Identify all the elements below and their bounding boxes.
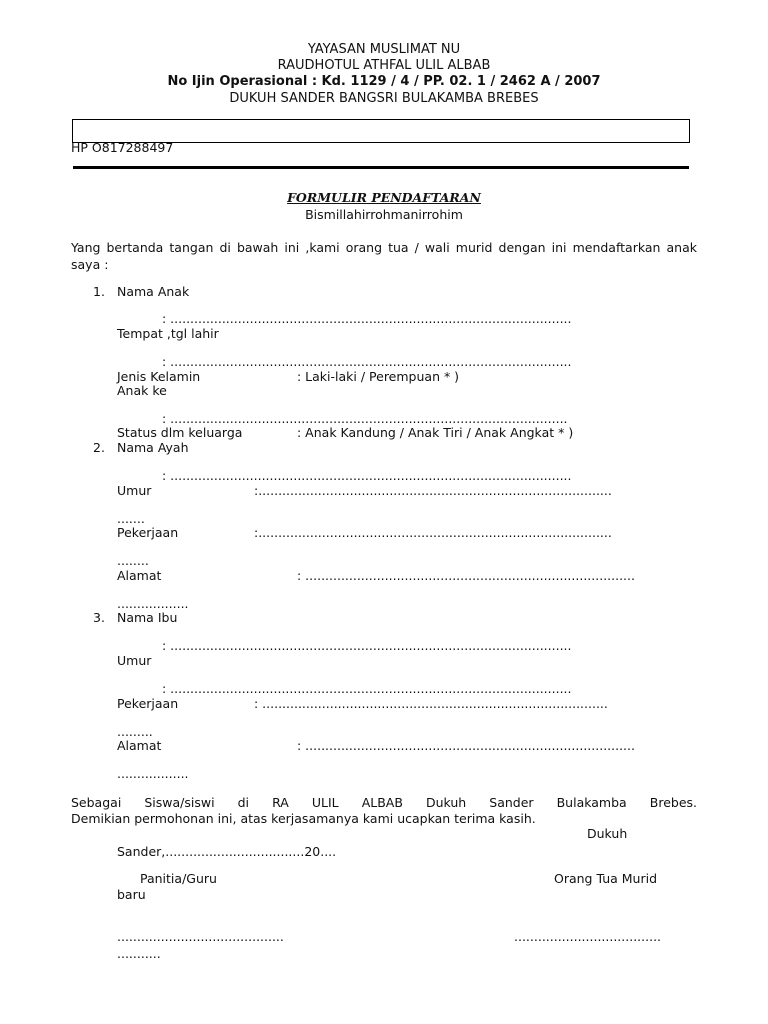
signature-left-line[interactable]: .......................................... — [117, 929, 284, 944]
header-divider — [73, 166, 689, 169]
alamat-ayah-field-cont: .................. — [117, 596, 189, 611]
basmalah: Bismillahirrohmanirrohim — [305, 207, 463, 222]
place-date-line: Sander,...................................20.... — [117, 844, 337, 859]
umur-ayah-field[interactable]: :......................................................................................... — [254, 483, 612, 498]
letterhead-line-3: No Ijin Operasional : Kd. 1129 / 4 / PP. 02. 1 / 2462 A / 2007 — [167, 74, 601, 89]
letterhead-line-1: YAYASAN MUSLIMAT NU — [307, 42, 461, 57]
tempat-lahir-field[interactable]: : ..................................................................................................... — [162, 354, 572, 369]
status-keluarga-options[interactable]: : Anak Kandung / Anak Tiri / Anak Angkat * ) — [297, 425, 574, 440]
signature-right-line-cont: ........... — [117, 946, 161, 961]
umur-ayah-field-cont: ....... — [117, 511, 145, 526]
nama-ayah-field[interactable]: : ..................................................................................................... — [162, 468, 572, 483]
pekerjaan-ibu-field[interactable]: : ....................................................................................... — [254, 696, 608, 711]
alamat-ibu-label: Alamat — [117, 738, 162, 753]
alamat-ibu-field-cont: .................. — [117, 766, 189, 781]
phone-number: HP O817288497 — [71, 140, 174, 155]
section-1-number: 1. — [93, 284, 105, 299]
anak-ke-label: Anak ke — [117, 383, 167, 398]
umur-ibu-label: Umur — [117, 653, 152, 668]
pekerjaan-ibu-label: Pekerjaan — [117, 696, 179, 711]
place-line-1: Dukuh — [587, 826, 628, 841]
signature-right-title-cont: baru — [117, 887, 146, 902]
signature-right-line[interactable]: ..................................... — [514, 929, 662, 944]
closing-line-2: Demikian permohonan ini, atas kerjasamanya kami ucapkan terima kasih. — [71, 811, 536, 826]
letterhead-line-2: RAUDHOTUL ATHFAL ULIL ALBAB — [277, 58, 491, 73]
intro-paragraph: Yang bertanda tangan di bawah ini ,kami orang tua / wali murid dengan ini mendaftarkan anak saya : — [71, 240, 697, 272]
nama-ibu-field[interactable]: : ..................................................................................................... — [162, 638, 572, 653]
pekerjaan-ayah-field-cont: ........ — [117, 553, 149, 568]
alamat-ayah-field[interactable]: : ................................................................................... — [297, 568, 635, 583]
nama-ayah-label: Nama Ayah — [117, 440, 189, 455]
nama-ibu-label: Nama Ibu — [117, 610, 178, 625]
signature-left-title: Panitia/Guru — [140, 871, 217, 886]
alamat-ibu-field[interactable]: : ................................................................................... — [297, 738, 635, 753]
tempat-lahir-label: Tempat ,tgl lahir — [117, 326, 219, 341]
form-title: FORMULIR PENDAFTARAN — [287, 190, 481, 205]
alamat-ayah-label: Alamat — [117, 568, 162, 583]
pekerjaan-ayah-label: Pekerjaan — [117, 525, 179, 540]
anak-ke-field[interactable]: : .................................................................................................... — [162, 411, 568, 426]
section-2-number: 2. — [93, 440, 105, 455]
umur-ayah-label: Umur — [117, 483, 152, 498]
closing-line-1: Sebagai Siswa/siswi di RA ULIL ALBAB Dukuh Sander Bulakamba Brebes. — [71, 795, 697, 810]
pekerjaan-ibu-field-cont: ......... — [117, 724, 153, 739]
pekerjaan-ayah-field[interactable]: :......................................................................................... — [254, 525, 612, 540]
nama-anak-label: Nama Anak — [117, 284, 190, 299]
section-3-number: 3. — [93, 610, 105, 625]
nama-anak-field[interactable]: : ..................................................................................................... — [162, 311, 572, 326]
signature-right-title: Orang Tua Murid — [554, 871, 658, 886]
jenis-kelamin-label: Jenis Kelamin — [117, 369, 201, 384]
letterhead-line-4: DUKUH SANDER BANGSRI BULAKAMBA BREBES — [229, 91, 539, 106]
umur-ibu-field[interactable]: : ..................................................................................................... — [162, 681, 572, 696]
status-keluarga-label: Status dlm keluarga — [117, 425, 243, 440]
jenis-kelamin-options[interactable]: : Laki-laki / Perempuan * ) — [297, 369, 460, 384]
